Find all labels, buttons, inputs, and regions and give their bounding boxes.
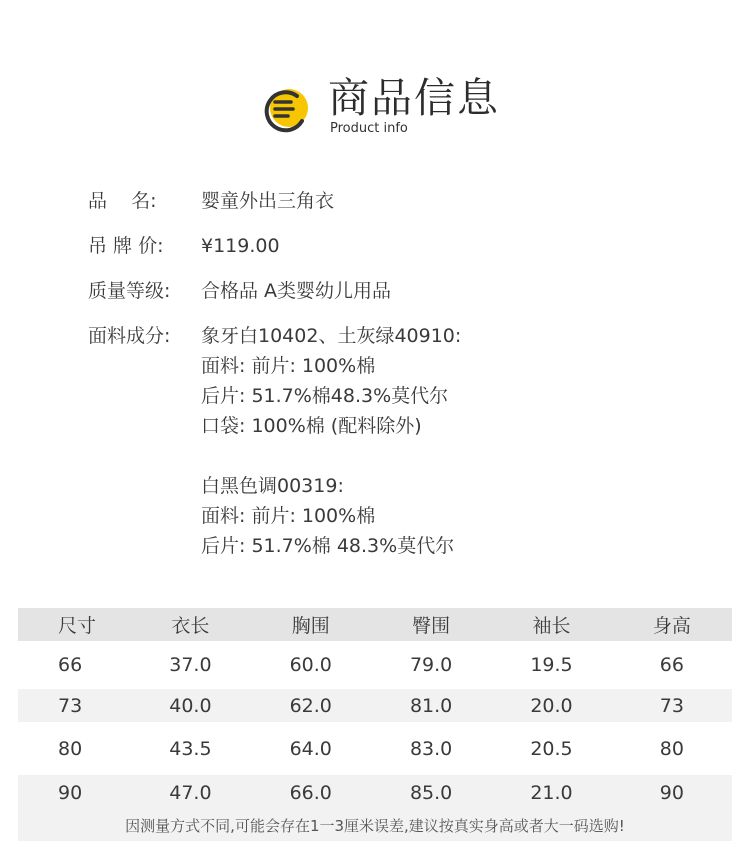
table-cell: 80 <box>58 737 83 760</box>
table-cell: 47.0 <box>169 782 212 804</box>
price-label: 吊 牌 价: <box>88 235 164 257</box>
table-cell: 90 <box>58 782 83 804</box>
table-cell: 85.0 <box>409 782 453 804</box>
composition-line-blank <box>201 441 461 471</box>
info-row-composition <box>88 321 728 561</box>
composition-line: 象牙白10402、土灰绿40910: <box>201 325 462 347</box>
table-cell: 21.0 <box>530 782 573 804</box>
menu-circle-icon <box>262 85 312 133</box>
price-value: ¥119.00 <box>201 235 280 257</box>
table-cell: 79.0 <box>409 654 453 676</box>
header-cell: 袖长 <box>532 615 571 637</box>
table-cell: 62.0 <box>289 694 332 717</box>
table-cell: 66 <box>58 654 83 676</box>
header-cell: 胸围 <box>291 615 330 637</box>
composition-line: 后片: 51.7%棉 48.3%莫代尔 <box>201 535 455 557</box>
header-cell: 衣长 <box>171 615 210 637</box>
composition-line: 面料: 前片: 100%棉 <box>201 355 376 377</box>
info-row-name <box>88 186 728 216</box>
page-subtitle: Product info <box>330 121 408 136</box>
table-cell: 90 <box>659 782 684 804</box>
header-cell: 尺寸 <box>58 615 97 637</box>
table-cell: 83.0 <box>409 737 453 760</box>
size-table <box>18 608 732 811</box>
quality-label: 质量等级: <box>88 280 171 302</box>
table-cell: 73 <box>659 694 684 717</box>
table-cell: 73 <box>58 694 83 717</box>
composition-label: 面料成分: <box>88 325 171 347</box>
name-label: 品 名: <box>88 190 157 212</box>
table-cell: 80 <box>659 737 684 760</box>
table-cell: 66 <box>659 654 684 676</box>
table-row <box>18 722 732 775</box>
table-row <box>18 641 732 689</box>
composition-line: 白黑色调00319: <box>201 475 344 497</box>
table-cell: 20.5 <box>530 737 573 760</box>
table-cell: 40.0 <box>169 694 212 717</box>
info-row-quality <box>88 276 728 306</box>
table-cell: 37.0 <box>169 654 212 676</box>
table-cell: 43.5 <box>169 737 212 760</box>
product-info <box>88 186 728 561</box>
table-cell: 60.0 <box>289 654 332 676</box>
header-cell: 身高 <box>652 615 691 637</box>
quality-value: 合格品 A类婴幼儿用品 <box>201 280 392 302</box>
info-row-price <box>88 231 728 261</box>
composition-line: 面料: 前片: 100%棉 <box>201 505 376 527</box>
header-cell: 臀围 <box>412 615 451 637</box>
table-row <box>18 775 732 811</box>
page-title: 商品信息 <box>328 74 500 122</box>
measurement-note: 因测量方式不同,可能会存在1一3厘米误差,建议按真实身高或者大一码选购! <box>18 811 732 841</box>
table-cell: 64.0 <box>289 737 332 760</box>
section-header <box>0 70 750 140</box>
name-value: 婴童外出三角衣 <box>201 190 335 212</box>
table-cell: 19.5 <box>530 654 573 676</box>
table-cell: 20.0 <box>530 694 573 717</box>
size-table-header <box>18 608 732 641</box>
composition-line: 后片: 51.7%棉48.3%莫代尔 <box>201 385 449 407</box>
table-cell: 66.0 <box>289 782 332 804</box>
table-row <box>18 689 732 722</box>
composition-lines <box>201 321 461 561</box>
composition-line: 口袋: 100%棉 (配料除外) <box>201 415 422 437</box>
table-cell: 81.0 <box>409 694 453 717</box>
